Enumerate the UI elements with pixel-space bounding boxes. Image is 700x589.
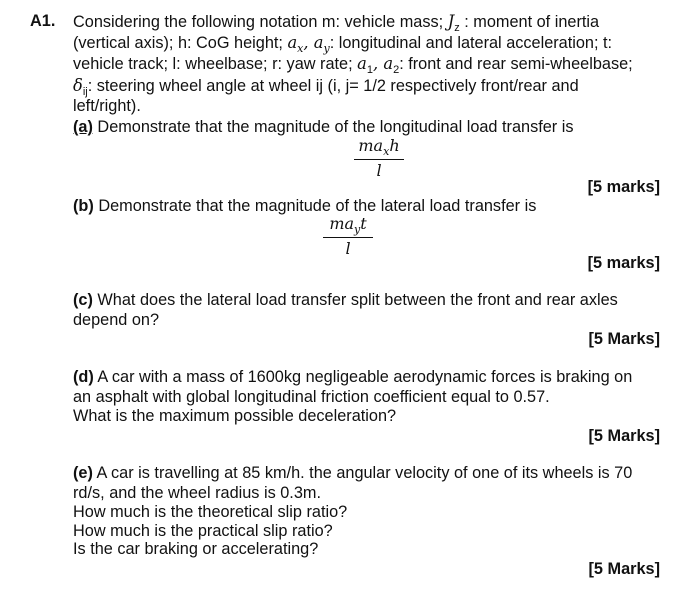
part-e-line-2: rd/s, and the wheel radius is 0.3m.	[73, 484, 321, 502]
part-e-line-3: How much is the theoretical slip ratio?	[73, 503, 348, 521]
part-e-line-1: (e) A car is travelling at 85 km/h. the angular velocity of one of its wheels is 70	[73, 464, 633, 482]
part-d-marks: [5 Marks]	[588, 427, 660, 445]
part-c-line-2: depend on?	[73, 311, 160, 329]
part-b-label: (b)	[73, 197, 94, 215]
intro-line-3: vehicle track; l: wheelbase; r: yaw rate; $a_1$, $a_2$: front and rear semi-wheelbase;	[73, 54, 633, 76]
intro-line-2: (vertical axis); h: CoG height; $a_x$, $a_y$: longitudinal and lateral acceleration; t:	[73, 33, 613, 55]
part-e-label: (e)	[73, 464, 93, 482]
part-c-marks: [5 Marks]	[588, 330, 660, 348]
intro-line-1: Considering the following notation m: vehicle mass; $J_z$ : moment of inertia	[73, 12, 600, 34]
part-a-text: (a) Demonstrate that the magnitude of the longitudinal load transfer is	[73, 118, 574, 136]
symbol-delta: δ	[73, 76, 83, 95]
part-d-line-3: What is the maximum possible deceleration?	[73, 407, 397, 425]
part-c-label: (c)	[73, 291, 93, 309]
part-e-line-5: Is the car braking or accelerating?	[73, 540, 319, 558]
part-d-label: (d)	[73, 368, 94, 386]
question-number: A1.	[30, 12, 56, 30]
intro-line-5: left/right).	[73, 97, 141, 115]
part-b-text: (b) Demonstrate that the magnitude of the lateral load transfer is	[73, 197, 537, 215]
part-b-marks: [5 marks]	[587, 254, 660, 272]
part-a-marks: [5 marks]	[587, 178, 660, 196]
part-c-line-1: (c) What does the lateral load transfer split between the front and rear axles	[73, 291, 618, 309]
intro-line-4: $\delta_{ij}$: steering wheel angle at wheel ij (i, j= 1/2 respectively front/rear and	[73, 76, 579, 98]
part-e-line-4: How much is the practical slip ratio?	[73, 522, 333, 540]
part-a-formula: $ma_xh$ l	[354, 137, 404, 181]
part-d-line-1: (d) A car with a mass of 1600kg negligeable aerodynamic forces is braking on	[73, 368, 633, 386]
part-b-formula: $ma_yt$ l	[323, 215, 373, 259]
symbol-J: J	[447, 12, 455, 31]
part-e-marks: [5 Marks]	[588, 560, 660, 578]
part-d-line-2: an asphalt with global longitudinal friction coefficient equal to 0.57.	[73, 388, 550, 406]
part-a-label: (a)	[73, 118, 93, 136]
